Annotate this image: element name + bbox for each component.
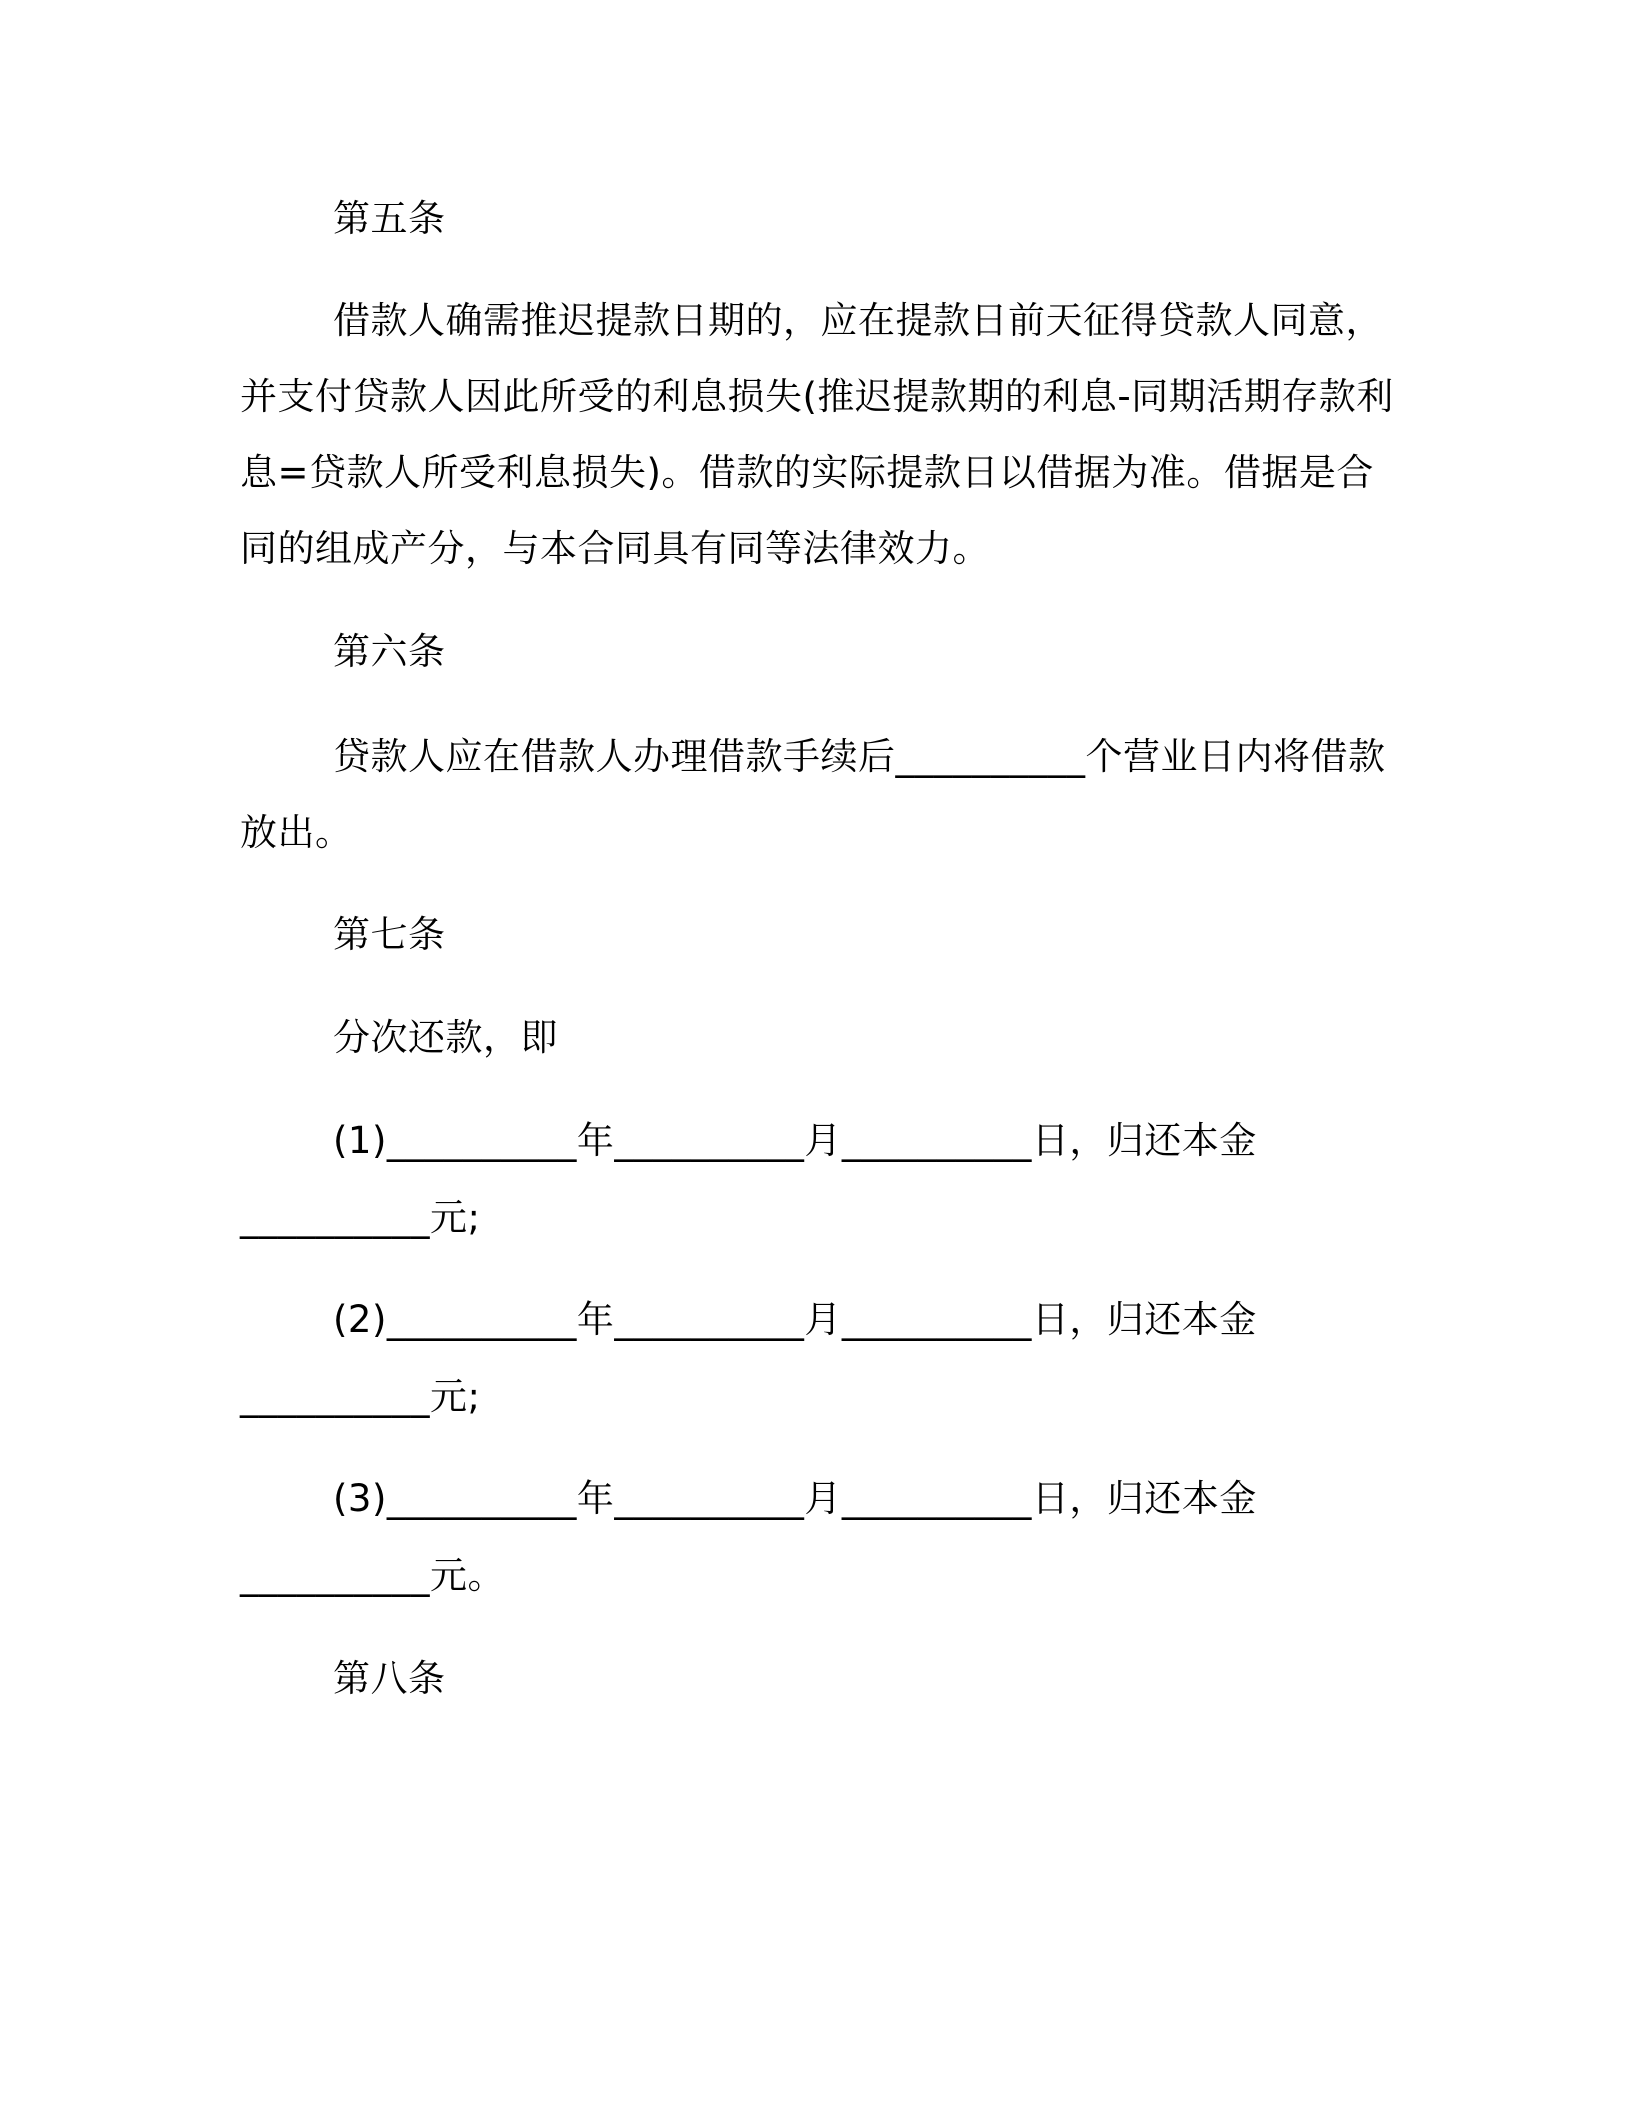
repayment-item-1-line-1: (1)__________年__________月__________日，归还本金 [333, 1119, 1257, 1162]
article-6-line-1: 贷款人应在借款人办理借款手续后__________个营业日内将借款 [333, 735, 1386, 778]
article-5-line-2: 并支付贷款人因此所受的利息损失(推迟提款期的利息-同期活期存款利 [240, 375, 1394, 418]
article-7-intro: 分次还款，即 [333, 1016, 558, 1059]
repayment-item-2-line-2: __________元; [240, 1375, 481, 1418]
repayment-item-1-line-2: __________元; [240, 1196, 481, 1239]
article-5-line-1: 借款人确需推迟提款日期的，应在提款日前天征得贷款人同意， [333, 299, 1383, 342]
repayment-item-2-line-1: (2)__________年__________月__________日，归还本金 [333, 1298, 1257, 1341]
article-5-line-4: 同的组成产分，与本合同具有同等法律效力。 [240, 527, 990, 570]
article-6-heading: 第六条 [333, 630, 446, 673]
repayment-item-3-line-1: (3)__________年__________月__________日，归还本金 [333, 1477, 1257, 1520]
repayment-item-3-line-2: __________元。 [240, 1554, 505, 1597]
article-5-line-3: 息=贷款人所受利息损失)。借款的实际提款日以借据为准。借据是合 [240, 451, 1374, 494]
article-8-heading: 第八条 [333, 1657, 446, 1700]
article-6-line-2: 放出。 [240, 811, 353, 854]
article-5-heading: 第五条 [333, 197, 446, 240]
article-7-heading: 第七条 [333, 913, 446, 956]
